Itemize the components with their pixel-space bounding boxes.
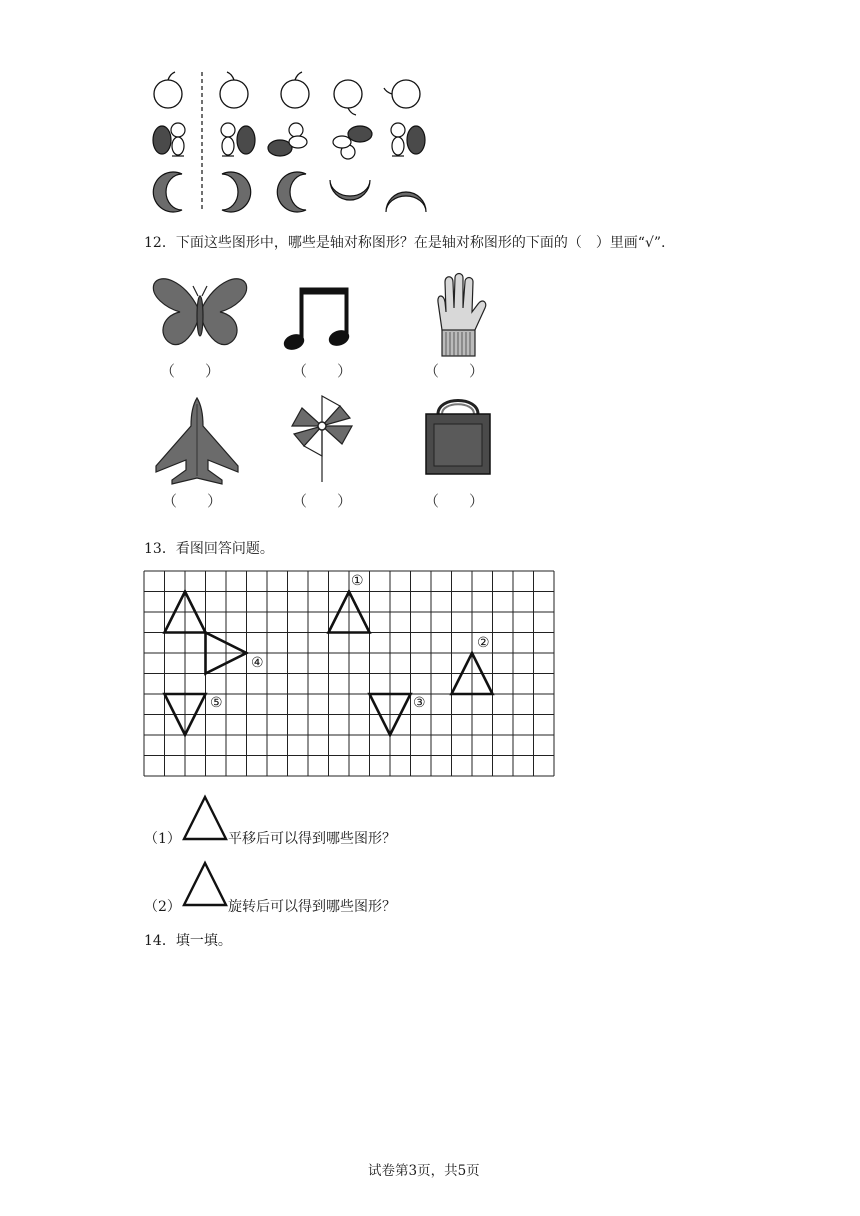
answer-blank-basket[interactable]: （ ） bbox=[424, 492, 485, 510]
crescent-moon-icon bbox=[153, 172, 426, 212]
sub-question-2-text: 旋转后可以得到哪些图形？ bbox=[228, 899, 396, 915]
pinwheel-icon bbox=[284, 392, 360, 484]
label-3: ③ bbox=[413, 695, 426, 711]
question-13-text: 13．看图回答问题。 bbox=[144, 541, 274, 557]
triangle-icon bbox=[182, 794, 228, 842]
answer-blank-glove[interactable]: （ ） bbox=[424, 362, 485, 380]
music-note-icon bbox=[284, 284, 354, 352]
label-4: ④ bbox=[251, 655, 264, 671]
answer-blank-music-note[interactable]: （ ） bbox=[292, 362, 353, 380]
butterfly-icon bbox=[150, 276, 250, 350]
triangle-grid-figure bbox=[144, 571, 556, 779]
answer-blank-airplane[interactable]: （ ） bbox=[162, 492, 223, 510]
question-12-text: 12．下面这些图形中，哪些是轴对称图形？在是轴对称图形的下面的（ ）里画“√”. bbox=[144, 235, 666, 251]
question-14-text: 14．填一填。 bbox=[144, 933, 232, 949]
airplane-icon bbox=[152, 396, 242, 486]
basket-icon bbox=[420, 392, 496, 478]
answer-blank-pinwheel[interactable]: （ ） bbox=[292, 492, 353, 510]
sub-question-2-prefix: （2） bbox=[144, 899, 181, 915]
label-5: ⑤ bbox=[210, 695, 223, 711]
triangle-icon bbox=[182, 860, 228, 908]
symmetry-pictures bbox=[148, 68, 433, 216]
squirrel-icon bbox=[153, 123, 425, 159]
sub-question-1-text: 平移后可以得到哪些图形？ bbox=[228, 831, 396, 847]
answer-blank-butterfly[interactable]: （ ） bbox=[160, 362, 221, 380]
glove-icon bbox=[428, 272, 490, 358]
apple-icon bbox=[154, 72, 420, 115]
sub-question-1-prefix: （1） bbox=[144, 831, 181, 847]
label-2: ② bbox=[477, 635, 490, 651]
label-1: ① bbox=[351, 573, 364, 589]
page-footer: 试卷第3页，共5页 bbox=[368, 1163, 480, 1179]
